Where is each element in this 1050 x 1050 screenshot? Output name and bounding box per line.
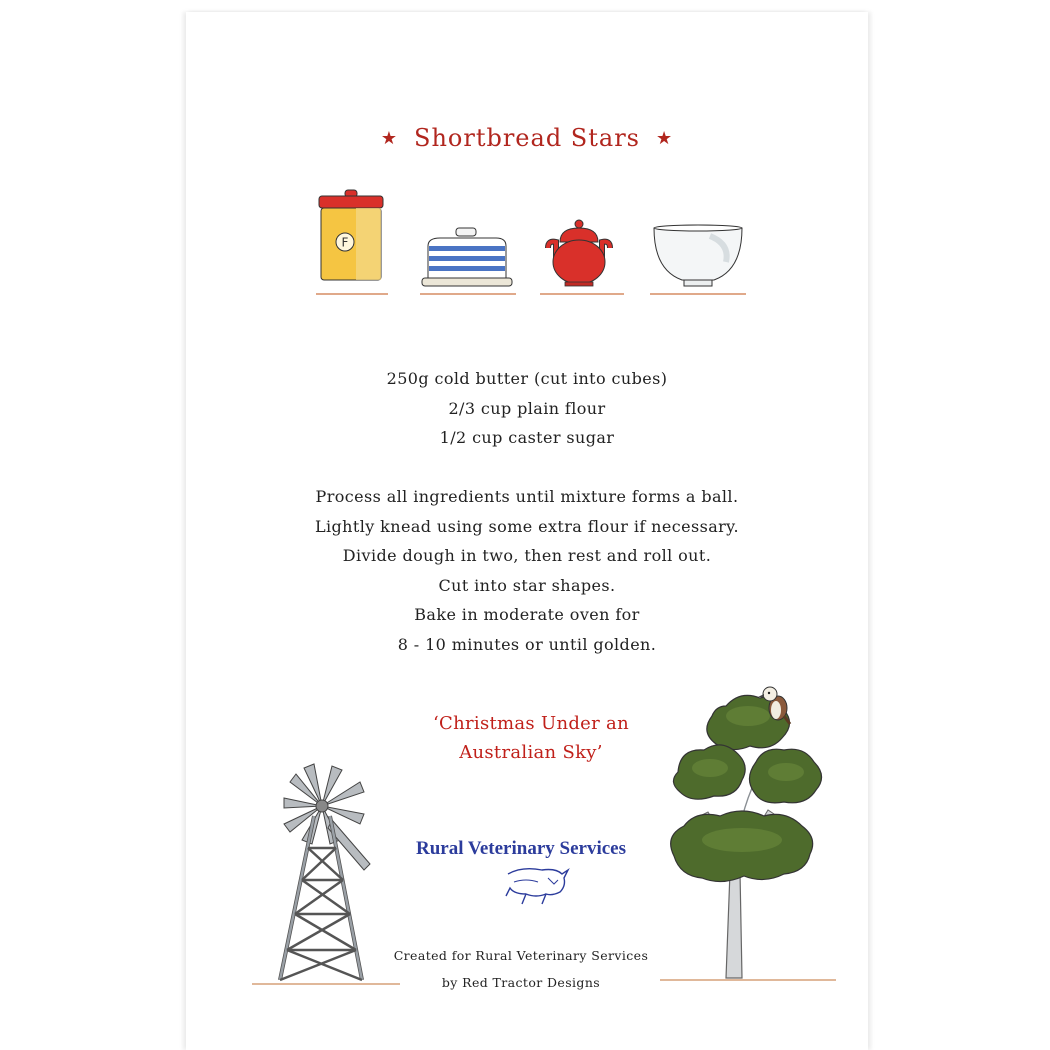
canister-letter: F (341, 235, 349, 250)
shelf-line (650, 293, 746, 295)
method-line: Cut into star shapes. (438, 575, 616, 595)
star-icon: ★ (656, 128, 674, 149)
ingredient-line: 1/2 cup caster sugar (439, 428, 615, 447)
method-line: Divide dough in two, then rest and roll out. (342, 546, 712, 565)
flour-canister-icon (316, 188, 386, 288)
ingredient-line: 2/3 cup plain flour (448, 398, 606, 418)
method-line: Bake in moderate oven for (414, 605, 640, 624)
credit-line: Created for Rural Veterinary Services (393, 948, 649, 963)
method-text (186, 482, 868, 659)
ingredients-list (186, 364, 868, 453)
tagline-line: Australian Sky’ (459, 742, 603, 763)
recipe-title: Shortbread Stars (414, 124, 640, 152)
shelf-line (540, 293, 624, 295)
star-icon: ★ (380, 128, 398, 149)
ingredient-line: 250g cold butter (cut into cubes) (386, 369, 668, 388)
butter-dish-icon (420, 226, 516, 290)
bull-logo-icon (502, 864, 574, 910)
recipe-card (186, 12, 868, 1050)
method-line: 8 - 10 minutes or until golden. (397, 634, 657, 654)
kookaburra-icon (756, 684, 796, 726)
mixing-bowl-icon (650, 222, 746, 290)
credit-line: by Red Tractor Designs (441, 975, 601, 990)
shelf-line (420, 293, 516, 295)
gum-tree-icon (656, 676, 842, 988)
method-line: Process all ingredients until mixture forms a ball. (315, 487, 739, 506)
sugar-bowl-icon (534, 218, 624, 290)
shelf-line (316, 293, 388, 295)
tagline-line: ‘Christmas Under an (433, 713, 629, 734)
company-name: Rural Veterinary Services (415, 838, 626, 859)
recipe-title-row (186, 124, 868, 152)
method-line: Lightly knead using some extra flour if necessary. (315, 516, 739, 536)
